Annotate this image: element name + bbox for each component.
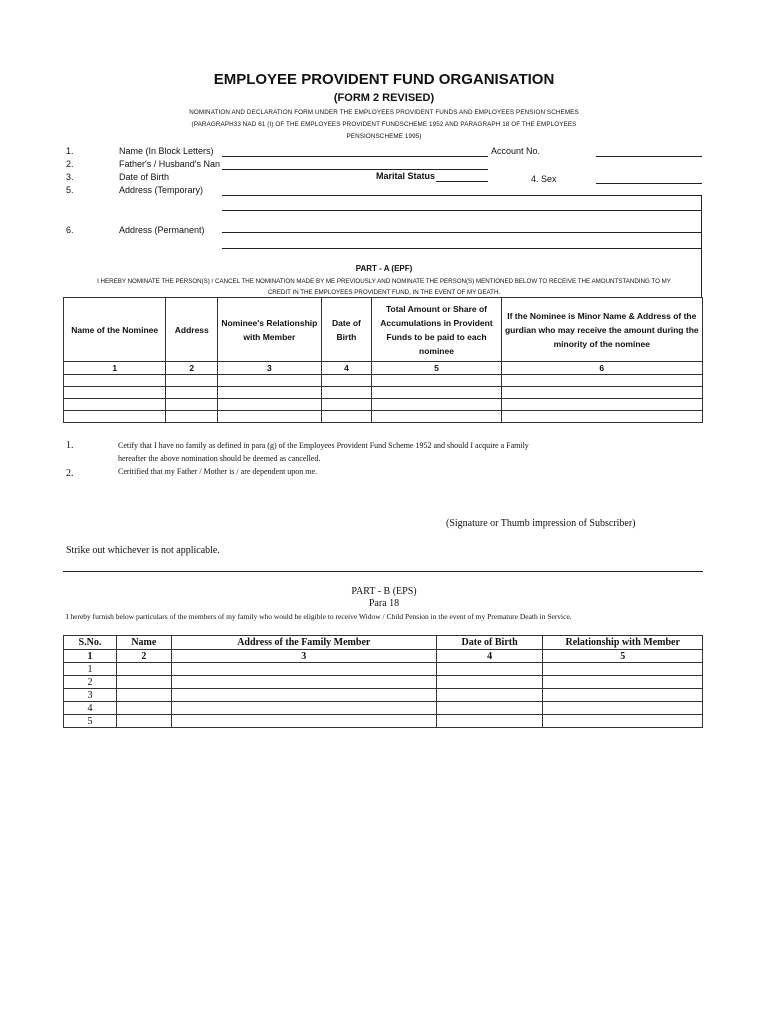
table-row[interactable] [64, 715, 703, 728]
addr-temp-line-1[interactable] [222, 195, 702, 196]
col-header: Relationship with Member [543, 636, 703, 650]
col-number: 6 [501, 362, 702, 375]
col-header: Address of the Family Member [171, 636, 436, 650]
nominee-number-row [64, 362, 703, 375]
field-number-5: 5. [66, 185, 74, 195]
marital-label: Marital Status [376, 171, 436, 181]
name-label: Name (In Block Letters) [119, 146, 214, 156]
col-header: Address [166, 298, 218, 362]
field-number-3: 3. [66, 172, 74, 182]
table-row[interactable] [64, 663, 703, 676]
cert-1-line-2: hereafter the above nomination should be deemed as cancelled. [118, 454, 321, 463]
row-number: 3 [64, 689, 117, 702]
col-header: Date of Birth [321, 298, 372, 362]
part-b-para: Para 18 [368, 598, 400, 609]
nominee-table [63, 297, 703, 423]
account-input-line[interactable] [596, 156, 702, 157]
col-header: Total Amount or Share of Accumulations in Provident Funds to be paid to each nominee [372, 298, 501, 362]
col-number: 5 [543, 650, 703, 663]
col-number: 4 [436, 650, 543, 663]
col-number: 2 [116, 650, 171, 663]
section-divider [63, 571, 703, 572]
name-input-line[interactable] [222, 156, 488, 157]
nominee-header-row [64, 298, 703, 362]
family-header-row [64, 636, 703, 650]
form-subtitle: (FORM 2 REVISED) [333, 92, 435, 104]
row-number: 2 [64, 676, 117, 689]
table-row[interactable] [64, 689, 703, 702]
part-b-text: I hereby furnish below particulars of the members of my family who would be eligible to receive Widow / Child Pension in the event of my Premature Death in Service. [66, 612, 572, 621]
strike-note: Strike out whichever is not applicable. [66, 545, 220, 556]
addr-perm-line-2[interactable] [222, 248, 702, 249]
field-number-1: 1. [66, 146, 74, 156]
col-number: 4 [321, 362, 372, 375]
col-header: Date of Birth [436, 636, 543, 650]
table-row[interactable] [64, 399, 703, 411]
dob-label: Date of Birth [119, 172, 170, 182]
row-number: 1 [64, 663, 117, 676]
signature-label: (Signature or Thumb impression of Subscriber) [446, 518, 636, 529]
col-header: S.No. [64, 636, 117, 650]
field-number-2: 2. [66, 159, 74, 169]
col-number: 3 [171, 650, 436, 663]
col-number: 5 [372, 362, 501, 375]
addr-perm-label: Address (Permanent) [119, 225, 205, 235]
cert-1-number: 1. [66, 440, 74, 451]
row-number: 4 [64, 702, 117, 715]
col-header: Nominee's Relationship with Member [218, 298, 321, 362]
table-row[interactable] [64, 676, 703, 689]
col-number: 2 [166, 362, 218, 375]
part-b-heading: PART - B (EPS) [351, 586, 417, 597]
row-number: 5 [64, 715, 117, 728]
sex-label: 4. Sex [531, 174, 557, 184]
account-label: Account No. [491, 146, 541, 156]
table-row[interactable] [64, 411, 703, 423]
col-number: 3 [218, 362, 321, 375]
family-number-row [64, 650, 703, 663]
marital-input-line[interactable] [436, 181, 488, 182]
col-number: 1 [64, 362, 166, 375]
sex-input-line[interactable] [596, 183, 702, 184]
col-header: If the Nominee is Minor Name & Address of the gurdian who may receive the amount during the minority of the nominee [501, 298, 702, 362]
table-row[interactable] [64, 702, 703, 715]
address-box-border [701, 196, 702, 297]
addr-perm-line-1[interactable] [222, 232, 702, 233]
cert-2-line: Ceritified that my Father / Mother is / are dependent upon me. [118, 467, 318, 476]
form-intro: NOMINATION AND DECLARATION FORM UNDER THE EMPLOYEES PROVIDENT FUNDS AND EMPLOYEES PENSION SCHEMES (PARAGRAPH33 NAD 61 (I) OF THE EMPLOYEES PROVIDENT FUNDSCHEME 1952 AND PARAGRAPH 18 OF THE EMPLOYEES PENSIONSCHEME 1995) [189, 109, 579, 140]
form-title: EMPLOYEE PROVIDENT FUND ORGANISATION [213, 71, 555, 88]
father-label: Father's / Husband's Nan [119, 159, 220, 169]
addr-temp-label: Address (Temporary) [119, 185, 204, 195]
addr-temp-line-2[interactable] [222, 210, 702, 211]
field-number-6: 6. [66, 225, 74, 235]
table-row[interactable] [64, 387, 703, 399]
cert-1-line-1: Cetify that I have no family as defined in para (g) of the Employees Provident Fund Scheme 1952 and should I acquire a Family [118, 441, 529, 450]
family-table [63, 635, 703, 728]
table-row[interactable] [64, 375, 703, 387]
father-input-line[interactable] [222, 169, 488, 170]
cert-2-number: 2. [66, 468, 74, 479]
col-number: 1 [64, 650, 117, 663]
col-header: Name of the Nominee [64, 298, 166, 362]
part-a-heading: PART - A (EPF) [355, 264, 413, 273]
col-header: Name [116, 636, 171, 650]
part-a-text: I HEREBY NOMINATE THE PERSON(S) / CANCEL THE NOMINATION MADE BY ME PREVIOUSLY AND NOMINATE THE PERSON(S) MENTIONED BELOW TO RECEIVE THE AMOUNTSTANDING TO MY CREDIT IN THE EMPLOYEES PROVIDENT FUND, IN THE EVENT OF MY DEATH. [97, 278, 671, 296]
